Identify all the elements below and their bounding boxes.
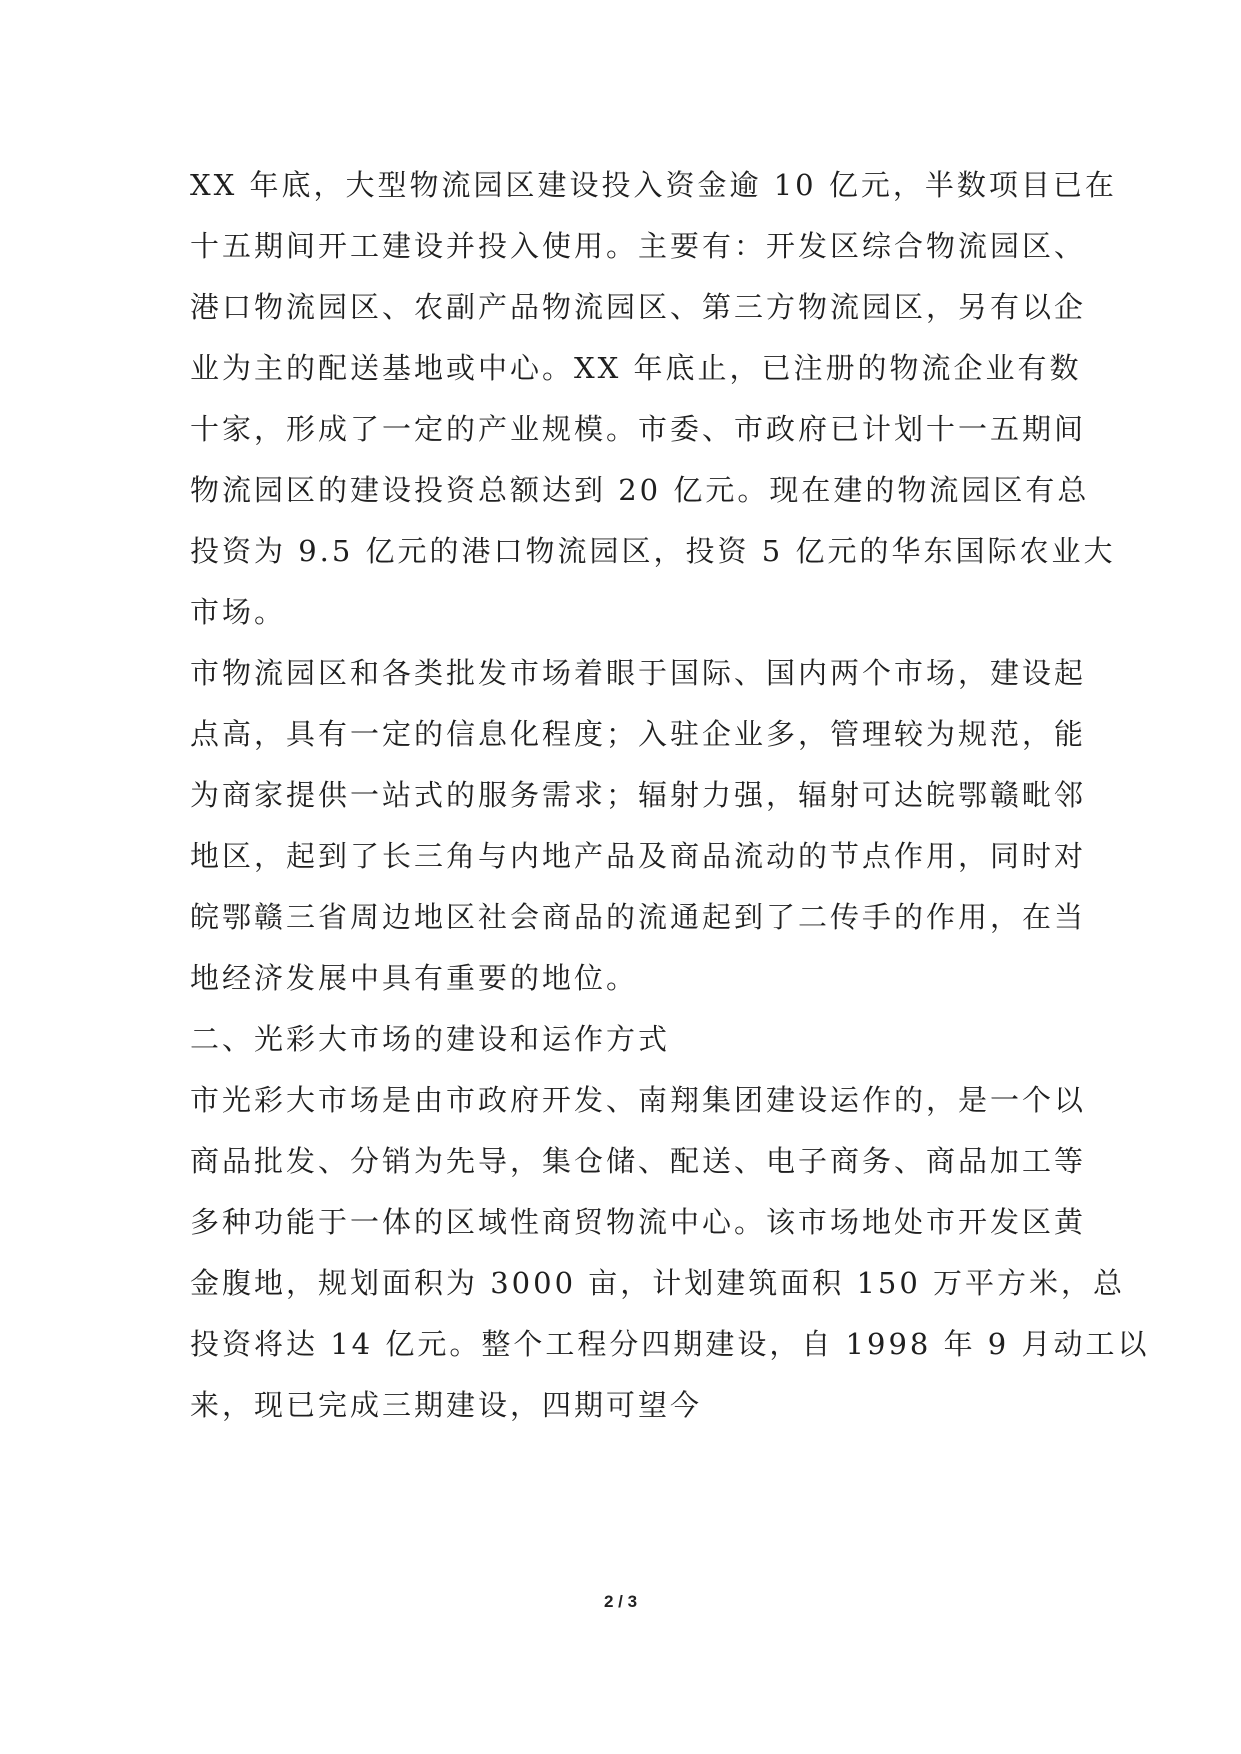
text-line: 点高，具有一定的信息化程度；入驻企业多，管理较为规范，能	[190, 717, 1087, 751]
text-line: 为商家提供一站式的服务需求；辐射力强，辐射可达皖鄂赣毗邻	[190, 778, 1087, 812]
page-number: 2 / 3	[603, 1592, 638, 1611]
text-line: 地区，起到了长三角与内地产品及商品流动的节点作用，同时对	[190, 839, 1087, 873]
text-line: 金腹地，规划面积为 3000 亩，计划建筑面积 150 万平方米，总	[190, 1266, 1126, 1300]
text-line: 业为主的配送基地或中心。XX 年底止，已注册的物流企业有数	[190, 351, 1082, 385]
text-line: XX 年底，大型物流园区建设投入资金逾 10 亿元，半数项目已在	[190, 168, 1117, 202]
text-line: 地经济发展中具有重要的地位。	[190, 961, 639, 995]
section-heading: 二、光彩大市场的建设和运作方式	[190, 1022, 671, 1056]
text-line: 市场。	[190, 595, 287, 629]
text-line: 皖鄂赣三省周边地区社会商品的流通起到了二传手的作用，在当	[190, 900, 1087, 934]
text-line: 十五期间开工建设并投入使用。主要有：开发区综合物流园区、	[190, 229, 1087, 263]
text-line: 投资将达 14 亿元。整个工程分四期建设，自 1998 年 9 月动工以	[190, 1327, 1150, 1361]
text-line: 市光彩大市场是由市政府开发、南翔集团建设运作的，是一个以	[190, 1083, 1087, 1117]
text-line: 港口物流园区、农副产品物流园区、第三方物流园区，另有以企	[190, 290, 1087, 324]
body-text	[190, 155, 1150, 1436]
text-line: 物流园区的建设投资总额达到 20 亿元。现在建的物流园区有总	[190, 473, 1090, 507]
text-line: 投资为 9.5 亿元的港口物流园区，投资 5 亿元的华东国际农业大	[190, 534, 1116, 568]
text-line: 十家，形成了一定的产业规模。市委、市政府已计划十一五期间	[190, 412, 1087, 446]
text-line: 市物流园区和各类批发市场着眼于国际、国内两个市场，建设起	[190, 656, 1087, 690]
text-line: 多种功能于一体的区域性商贸物流中心。该市场地处市开发区黄	[190, 1205, 1087, 1239]
text-line: 商品批发、分销为先导，集仓储、配送、电子商务、商品加工等	[190, 1144, 1087, 1178]
text-line: 来，现已完成三期建设，四期可望今	[190, 1388, 703, 1422]
